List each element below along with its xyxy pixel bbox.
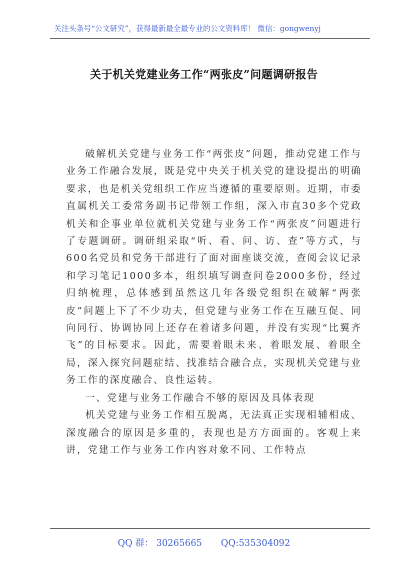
footer-qq-group: QQ 群： 30265665 bbox=[117, 539, 203, 549]
footer-qq-number: QQ:535304092 bbox=[220, 539, 291, 549]
body-paragraph-2: 机关党建与业务工作相互脱离，无法真正实现相辅相成、深度融合的原因是多重的，表现也是方方面面的。客观上来讲，党建工作与业务工作内容对象不同、工作特点 bbox=[66, 410, 362, 456]
footer-contact bbox=[0, 536, 408, 549]
body-paragraph-1: 破解机关党建与业务工作“两张皮”问题，推动党建工作与业务工作融合发展，既是党中央关于机关党的建设提出的明确要求，也是机关党组织工作应当遵循的重要原则。近期，市委直属机关工委常务副书记带领工作组，深入市直30多个党政机关和企事业单位就机关党建与业务工作“两张皮”问题进行了专题调研。调研组采取“听、看、问、访、查”等方式，与600名党员和党务干部进行了面对面座谈交流，查阅会议记录和学习笔记1000多本，组织填写调查问卷2000多份，经过归纳梳理，总体感到虽然这几年各级党组织在破解“两张皮”问题上下了不少功夫，但党建与业务工作在互融互促、同向同行、协调协同上还存在着诸多问题，并没有实现“比翼齐飞”的目标要求。因此，需要着眼未来、着眼发展、着眼全局，深入探究问题症结、找准结合融合点，实现机关党建与业务工作的深度融合、良性运转。 bbox=[66, 149, 362, 387]
document-body bbox=[66, 146, 362, 459]
header-promo-text: 关注头条号“公文研究”，获得最新最全最专业的公文资料库！ 微信：gongwenyj bbox=[54, 24, 321, 33]
footer-divider bbox=[50, 528, 370, 529]
section-heading-1: 一、党建与业务工作融合不够的原因及具体表现 bbox=[85, 392, 316, 404]
header-divider bbox=[50, 38, 370, 39]
document-title: 关于机关党建业务工作“两张皮”问题调研报告 bbox=[90, 68, 318, 81]
